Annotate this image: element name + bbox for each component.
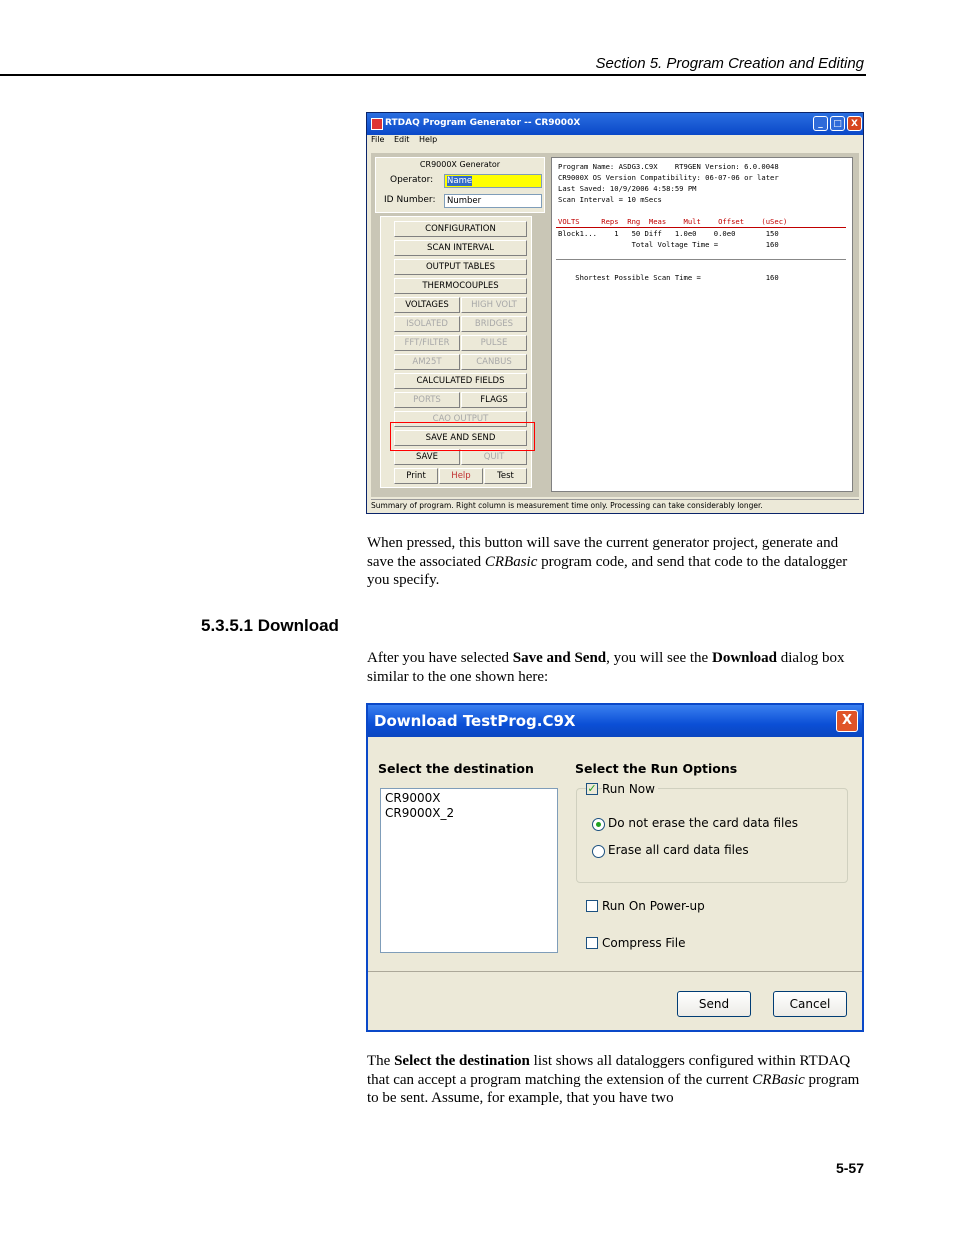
test-button[interactable]: Test bbox=[484, 468, 527, 484]
summary-rule bbox=[556, 259, 846, 260]
compress-file-label: Compress File bbox=[602, 936, 686, 950]
summary-line: Program Name: ASDG3.C9X RT9GEN Version: 6.0.0048 bbox=[558, 162, 779, 171]
close-button[interactable]: X bbox=[836, 710, 858, 732]
highlight-box bbox=[390, 422, 535, 451]
download-dialog bbox=[366, 703, 864, 1032]
destination-list[interactable] bbox=[380, 788, 558, 953]
summary-line: CR9000X OS Version Compatibility: 06-07-06 or later bbox=[558, 173, 779, 182]
menu-file[interactable]: File bbox=[371, 135, 385, 144]
configuration-button[interactable]: CONFIGURATION bbox=[394, 221, 527, 237]
text-bold: Save and Send bbox=[512, 650, 607, 666]
text: , you will see the bbox=[606, 650, 712, 666]
thermocouples-button[interactable]: THERMOCOUPLES bbox=[394, 278, 527, 294]
pulse-button[interactable]: PULSE bbox=[461, 335, 527, 351]
voltages-button[interactable]: VOLTAGES bbox=[394, 297, 460, 313]
erase-all-radio[interactable] bbox=[592, 845, 605, 858]
text-bold: Download bbox=[711, 650, 778, 666]
text-italic: CRBasic bbox=[484, 553, 538, 570]
text: When pressed, this button will save the current generator project, generate and save the associated bbox=[367, 535, 839, 570]
program-summary-pane bbox=[551, 157, 853, 492]
dialog-title-bar[interactable] bbox=[368, 705, 862, 737]
quit-button[interactable]: QUIT bbox=[461, 449, 527, 465]
menu-bar bbox=[371, 135, 444, 144]
paragraph-destination-list bbox=[367, 1052, 867, 1108]
do-not-erase-label: Do not erase the card data files bbox=[608, 816, 798, 830]
canbus-button[interactable]: CANBUS bbox=[461, 354, 527, 370]
dialog-separator bbox=[368, 971, 862, 972]
save-and-send-button[interactable]: SAVE AND SEND bbox=[394, 430, 527, 446]
id-number-label: ID Number: bbox=[384, 195, 436, 205]
operator-value: Name bbox=[447, 176, 473, 186]
summary-line: Scan Interval = 10 mSecs bbox=[558, 195, 662, 204]
erase-all-label: Erase all card data files bbox=[608, 843, 749, 857]
id-number-input[interactable]: Number bbox=[444, 194, 542, 208]
text: The bbox=[367, 1053, 395, 1069]
summary-line: Total Voltage Time = 160 bbox=[558, 240, 779, 249]
page-number: 5-57 bbox=[835, 1160, 864, 1176]
generator-info-panel bbox=[375, 157, 545, 213]
operator-input[interactable] bbox=[444, 174, 542, 188]
print-button[interactable]: Print bbox=[394, 468, 438, 484]
compress-file-checkbox[interactable] bbox=[586, 937, 598, 949]
paragraph-save-and-send bbox=[367, 534, 867, 590]
app-icon bbox=[371, 118, 383, 130]
text: dialog box similar to the one shown here: bbox=[367, 650, 845, 685]
text: list shows all dataloggers configured within RTDAQ that can accept a program matching the extension of the current bbox=[367, 1053, 851, 1088]
summary-line: Shortest Possible Scan Time = 160 bbox=[558, 273, 779, 282]
ports-button[interactable]: PORTS bbox=[394, 392, 460, 408]
window-title-bar[interactable] bbox=[367, 113, 863, 135]
paragraph-download-intro bbox=[367, 649, 867, 686]
am25t-button[interactable]: AM25T bbox=[394, 354, 460, 370]
save-button[interactable]: SAVE bbox=[394, 449, 460, 465]
menu-edit[interactable]: Edit bbox=[393, 135, 410, 144]
text: program code, and send that code to the datalogger you specify. bbox=[367, 553, 848, 588]
menu-help[interactable]: Help bbox=[418, 135, 438, 144]
isolated-button[interactable]: ISOLATED bbox=[394, 316, 460, 332]
status-bar: Summary of program. Right column is measurement time only. Processing can take considerably longer. bbox=[371, 499, 859, 512]
fft-filter-button[interactable]: FFT/FILTER bbox=[394, 335, 460, 351]
run-now-label: Run Now bbox=[602, 782, 658, 796]
text: After you have selected bbox=[367, 650, 513, 666]
bridges-button[interactable]: BRIDGES bbox=[461, 316, 527, 332]
summary-line: Block1... 1 50 Diff 1.0e0 0.0e0 150 bbox=[558, 229, 779, 238]
text: program to be sent. Assume, for example, that you have two bbox=[367, 1071, 860, 1106]
header-rule bbox=[0, 74, 866, 76]
program-generator-window bbox=[366, 112, 864, 514]
close-button[interactable]: X bbox=[847, 116, 862, 131]
flags-button[interactable]: FLAGS bbox=[461, 392, 527, 408]
run-now-group bbox=[576, 788, 848, 883]
text-italic: CRBasic bbox=[752, 1071, 805, 1088]
generator-title: CR9000X Generator bbox=[419, 160, 501, 169]
window-title: RTDAQ Program Generator -- CR9000X bbox=[385, 118, 581, 128]
destination-label: Select the destination bbox=[378, 761, 534, 776]
summary-line: Last Saved: 10/9/2006 4:58:59 PM bbox=[558, 184, 697, 193]
do-not-erase-radio[interactable] bbox=[592, 818, 605, 831]
summary-rule bbox=[556, 227, 846, 228]
list-item[interactable]: CR9000X_2 bbox=[385, 806, 455, 820]
cao-output-button[interactable]: CAO OUTPUT bbox=[394, 411, 527, 427]
run-on-powerup-checkbox[interactable] bbox=[586, 900, 598, 912]
minimize-button[interactable]: _ bbox=[813, 116, 828, 131]
dialog-title: Download TestProg.C9X bbox=[374, 712, 576, 730]
run-on-powerup-label: Run On Power-up bbox=[602, 899, 705, 913]
run-now-checkbox[interactable]: ✓ bbox=[587, 782, 597, 795]
maximize-button[interactable]: □ bbox=[830, 116, 845, 131]
cancel-button[interactable]: Cancel bbox=[773, 991, 847, 1017]
operator-label: Operator: bbox=[390, 175, 434, 185]
section-heading: 5.3.5.1 Download bbox=[201, 616, 339, 635]
run-options-label: Select the Run Options bbox=[575, 761, 738, 776]
text-bold: Select the destination bbox=[394, 1053, 530, 1069]
output-tables-button[interactable]: OUTPUT TABLES bbox=[394, 259, 527, 275]
scan-interval-button[interactable]: SCAN INTERVAL bbox=[394, 240, 527, 256]
list-item[interactable]: CR9000X bbox=[385, 791, 441, 805]
summary-header: VOLTS Reps Rng Meas Mult Offset (uSec) bbox=[558, 217, 788, 226]
high-volt-button[interactable]: HIGH VOLT bbox=[461, 297, 527, 313]
help-button[interactable]: Help bbox=[439, 468, 483, 484]
calculated-fields-button[interactable]: CALCULATED FIELDS bbox=[394, 373, 527, 389]
running-header: Section 5. Program Creation and Editing bbox=[595, 55, 864, 72]
send-button[interactable]: Send bbox=[677, 991, 751, 1017]
